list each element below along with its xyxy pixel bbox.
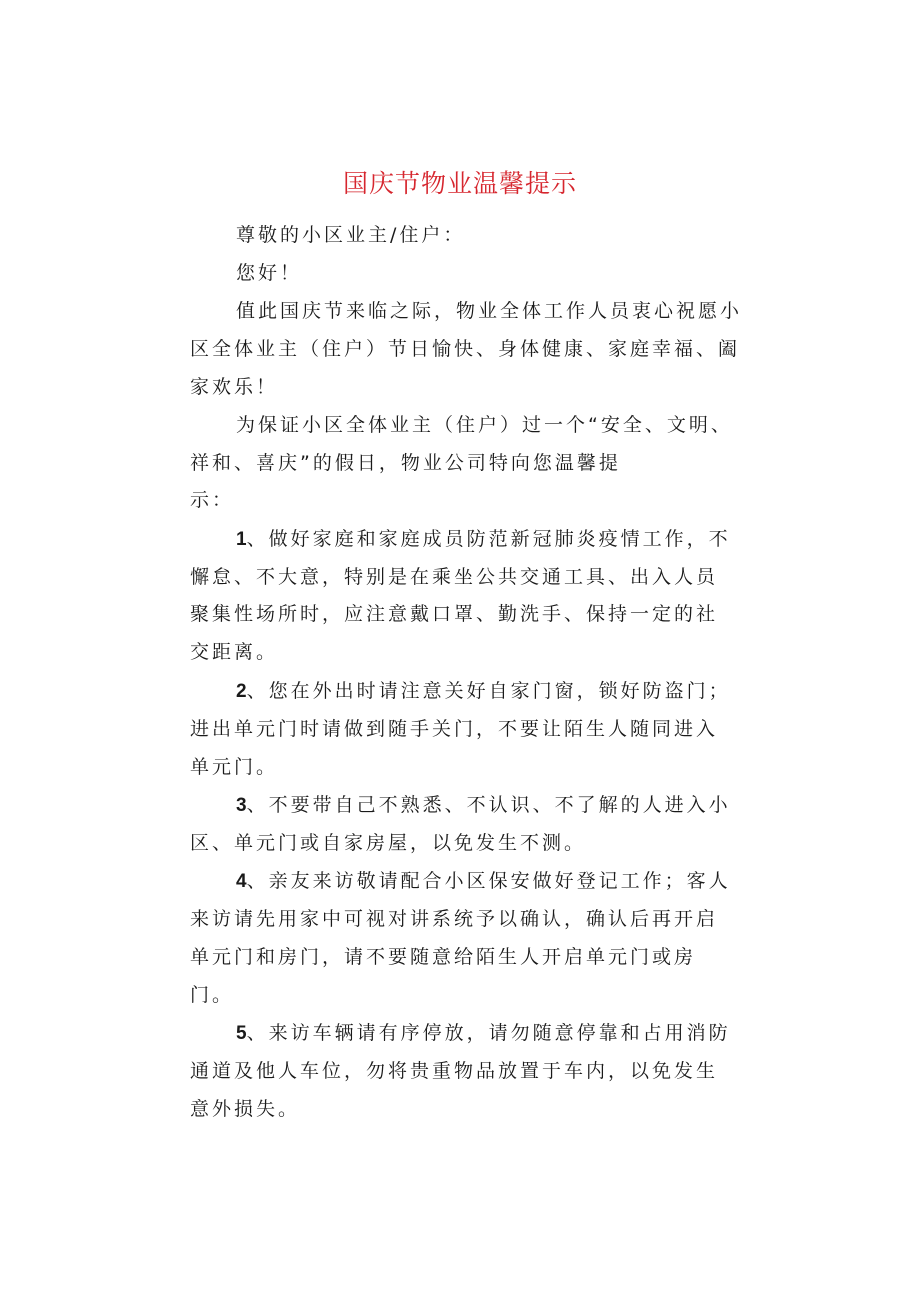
item-text: 意外损失。	[190, 1098, 301, 1120]
item-number: 1	[236, 529, 247, 550]
intro-line: 家欢乐！	[190, 376, 279, 398]
intro-line: 区全体业主（住户）节日愉快、身体健康、家庭幸福、阖	[190, 338, 741, 360]
item-text: 通道及他人车位，勿将贵重物品放置于车内，以免发生	[190, 1060, 719, 1082]
item-number: 3	[236, 795, 247, 816]
item-number: 5	[236, 1023, 247, 1044]
item-text: 、不要带自己不熟悉、不认识、不了解的人进入小	[246, 794, 731, 816]
page-title: 国庆节物业温馨提示	[342, 169, 577, 198]
item-number: 2	[236, 681, 247, 702]
item-text: 、亲友来访敬请配合小区保安做好登记工作；客人	[246, 870, 731, 892]
item-text: 来访请先用家中可视对讲系统予以确认，确认后再开启	[190, 908, 719, 930]
purpose-line: 示：	[190, 489, 235, 511]
item-text: 、您在外出时请注意关好自家门窗，锁好防盗门；	[246, 680, 731, 702]
purpose-line: 祥和、喜庆”的假日，物业公司特向您温馨提	[190, 452, 621, 474]
item-text: 单元门和房门，请不要随意给陌生人开启单元门或房	[190, 946, 697, 968]
item-text: 区、单元门或自家房屋，以免发生不测。	[190, 832, 587, 854]
item-text: 门。	[190, 984, 235, 1006]
intro-line: 值此国庆节来临之际，物业全体工作人员衷心祝愿小	[236, 300, 743, 322]
item-text: 进出单元门时请做到随手关门，不要让陌生人随同进入	[190, 718, 719, 740]
item-text: 交距离。	[190, 641, 279, 663]
item-text: 聚集性场所时，应注意戴口罩、勤洗手、保持一定的社	[190, 603, 719, 625]
item-text: 懈怠、不大意，特别是在乘坐公共交通工具、出入人员	[190, 566, 719, 588]
item-number: 4	[236, 871, 247, 892]
item-text: 、来访车辆请有序停放，请勿随意停靠和占用消防	[246, 1022, 731, 1044]
item-text: 、做好家庭和家庭成员防范新冠肺炎疫情工作，不	[246, 528, 731, 550]
purpose-line: 为保证小区全体业主（住户）过一个“安全、文明、	[236, 414, 733, 436]
item-text: 单元门。	[190, 756, 279, 778]
hello-line: 您好！	[236, 262, 303, 284]
greeting-line: 尊敬的小区业主/住户：	[236, 224, 466, 246]
